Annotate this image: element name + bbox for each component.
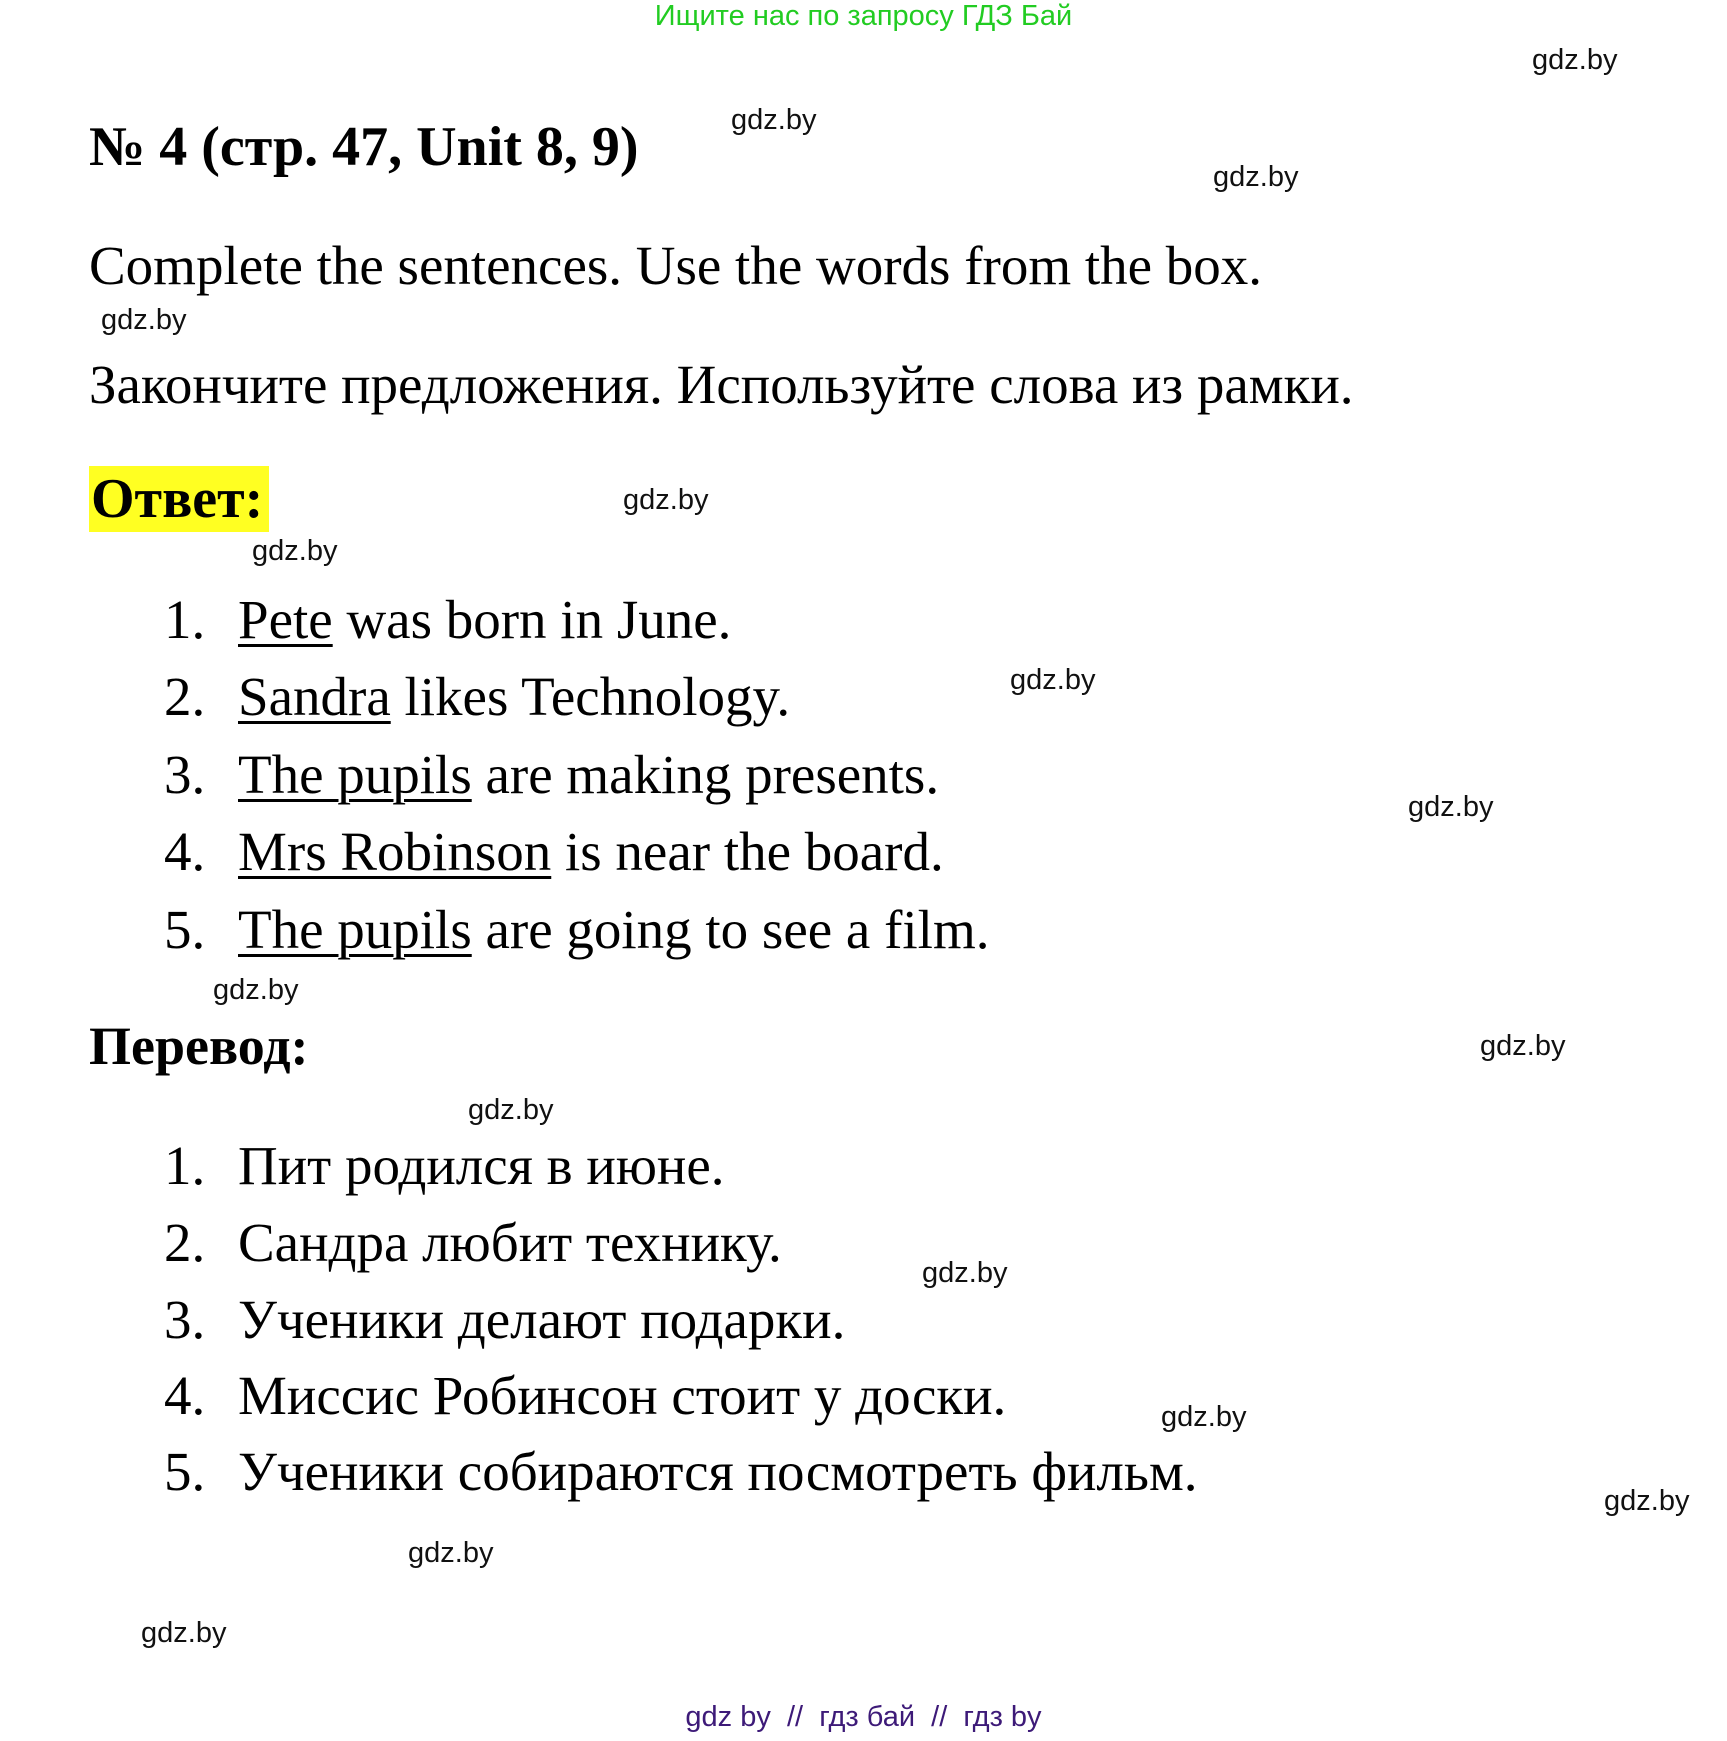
- item-text: are going to see a film.: [471, 899, 990, 960]
- answer-word: Sandra: [238, 666, 391, 727]
- answer-item: [164, 666, 790, 728]
- item-text: Пит родился в июне.: [238, 1135, 725, 1196]
- item-text: likes Technology.: [390, 666, 791, 727]
- answer-item: [164, 744, 939, 806]
- item-text: Миссис Робинсон стоит у доски.: [238, 1365, 1007, 1426]
- translation-item: [164, 1135, 725, 1197]
- footer: [0, 1700, 1727, 1734]
- watermark: gdz.by: [468, 1094, 554, 1126]
- item-number: 5.: [164, 1441, 206, 1502]
- watermark: gdz.by: [252, 535, 338, 567]
- item-number: 2.: [164, 666, 206, 727]
- footer-links-text: gdz by // гдз бай // гдз by: [685, 1701, 1042, 1733]
- watermark: gdz.by: [1604, 1485, 1690, 1517]
- answer-item: [164, 589, 731, 651]
- item-number: 4.: [164, 821, 206, 882]
- instruction-english: Complete the sentences. Use the words from the box.: [89, 235, 1263, 296]
- item-text: Ученики делают подарки.: [238, 1289, 846, 1350]
- watermark: gdz.by: [1408, 791, 1494, 823]
- item-text: Сандра любит технику.: [238, 1212, 782, 1273]
- watermark: gdz.by: [213, 974, 299, 1006]
- item-number: 4.: [164, 1365, 206, 1426]
- watermark: gdz.by: [141, 1617, 227, 1649]
- item-number: 3.: [164, 1289, 206, 1350]
- item-number: 3.: [164, 744, 206, 805]
- watermark: gdz.by: [101, 304, 187, 336]
- translation-item: [164, 1441, 1198, 1503]
- watermark: gdz.by: [1532, 44, 1618, 76]
- item-number: 1.: [164, 589, 206, 650]
- item-number: 2.: [164, 1212, 206, 1273]
- item-text: Ученики собираются посмотреть фильм.: [238, 1441, 1198, 1502]
- item-text: is near the board.: [551, 821, 944, 882]
- item-number: 1.: [164, 1135, 206, 1196]
- watermark: gdz.by: [922, 1257, 1008, 1289]
- answer-item: [164, 821, 944, 883]
- banner-text: Ищите нас по запросу ГДЗ Бай: [654, 0, 1073, 32]
- page-title: № 4 (стр. 47, Unit 8, 9): [89, 116, 639, 178]
- watermark: gdz.by: [623, 484, 709, 516]
- instruction-russian: Закончите предложения. Используйте слова из рамки.: [89, 354, 1354, 415]
- translation-label: Перевод:: [89, 1016, 309, 1076]
- translation-item: [164, 1212, 782, 1274]
- search-banner: [0, 0, 1727, 32]
- translation-item: [164, 1289, 845, 1351]
- answer-word: Mrs Robinson: [238, 821, 552, 882]
- item-text: are making presents.: [471, 744, 940, 805]
- item-text: was born in June.: [332, 589, 732, 650]
- answer-item: [164, 899, 989, 961]
- item-number: 5.: [164, 899, 206, 960]
- answer-word: The pupils: [238, 899, 472, 960]
- answer-label-text: Ответ:: [91, 468, 264, 530]
- watermark: gdz.by: [1161, 1401, 1247, 1433]
- answer-word: Pete: [238, 589, 333, 650]
- answer-label: [89, 466, 269, 532]
- watermark: gdz.by: [731, 104, 817, 136]
- watermark: gdz.by: [408, 1537, 494, 1569]
- watermark: gdz.by: [1213, 161, 1299, 193]
- watermark: gdz.by: [1480, 1030, 1566, 1062]
- watermark: gdz.by: [1010, 664, 1096, 696]
- translation-item: [164, 1365, 1006, 1427]
- answer-word: The pupils: [238, 744, 472, 805]
